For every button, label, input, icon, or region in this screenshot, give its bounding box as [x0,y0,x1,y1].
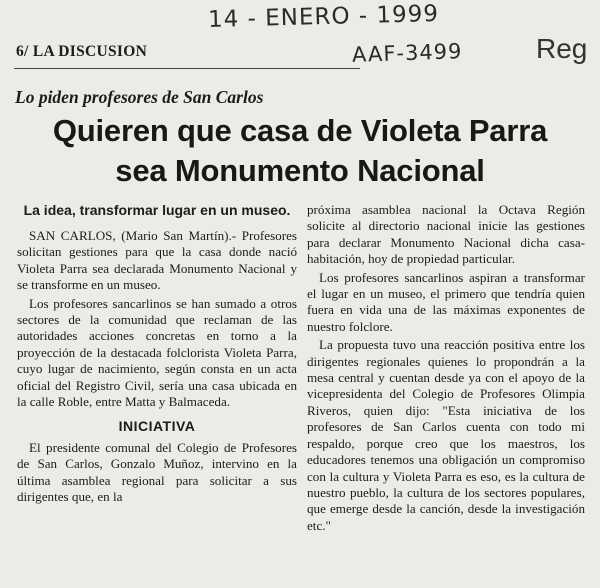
headline-line-1: Quieren que casa de Violeta Parra [52,113,548,148]
stamp-fragment: Reg [536,33,588,64]
page-header: 6/ LA DISCUSION [16,43,148,60]
section-subhead: INICIATIVA [118,418,196,435]
article-column-left [17,202,297,508]
paragraph: La propuesta tuvo una reacción positiva entre los dirigentes regionales quienes lo propondrán a la mesa central y cuentan desde ya con el apoyo de la vicepresidenta del Colegio de Profesores Olimpia Riveros, quien dijo: "Esta iniciativa de los profesores de San Carlos cuenta con todo mi respaldo, porque creo que los maestros, los educadores tenemos una obligación un compromiso con la cultura y Violeta Parra es eso, es la cultura de nuestro pueblo, la cultura de los sectores populares, que emerge desde la canción, desde la investigación etc." [307,337,585,533]
paragraph: Los profesores sancarlinos aspiran a transformar el lugar en un museo, el primero que tendría quien fuera en vida una de las máximas exponentes de nuestro folclore. [307,269,585,334]
paragraph-continuation: próxima asamblea nacional la Octava Región solicite al directorio nacional inicie las gestiones para declarar Monumento Nacional dicha casa-habitación, hoy de propiedad particular. [307,202,585,267]
article-deck: La idea, transformar lugar en un museo. [23,202,291,218]
paragraph: SAN CARLOS, (Mario San Martín).- Profesores solicitan gestiones para que la casa donde nació Violeta Parra sea declarada Monumento Nacional y se transforme en un museo. [17,228,297,293]
handwritten-catalog-code: AAF-3499 [351,39,463,67]
paragraph: El presidente comunal del Colegio de Profesores de San Carlos, Gonzalo Muñoz, intervino en la última asamblea regional para solicitar a sus dirigentes que, en la [17,439,297,505]
article-kicker: Lo piden profesores de San Carlos [15,87,264,107]
headline-line-2: sea Monumento Nacional [115,153,485,188]
paragraph: Los profesores sancarlinos se han sumado a otros sectores de la comunidad que reclaman de las autoridades acciones concretas en torno a la proyección de la destacada folclorista Violeta Parra, cuyo lugar de nacimiento, según consta en un acta oficial del Registro Civil, sería una casa ubicada en la calle Roble, entre Matta y Balmaceda. [17,295,297,410]
handwritten-date: 14 - ENERO - 1999 [207,0,440,34]
article-column-right [307,202,585,536]
header-divider [14,68,360,69]
